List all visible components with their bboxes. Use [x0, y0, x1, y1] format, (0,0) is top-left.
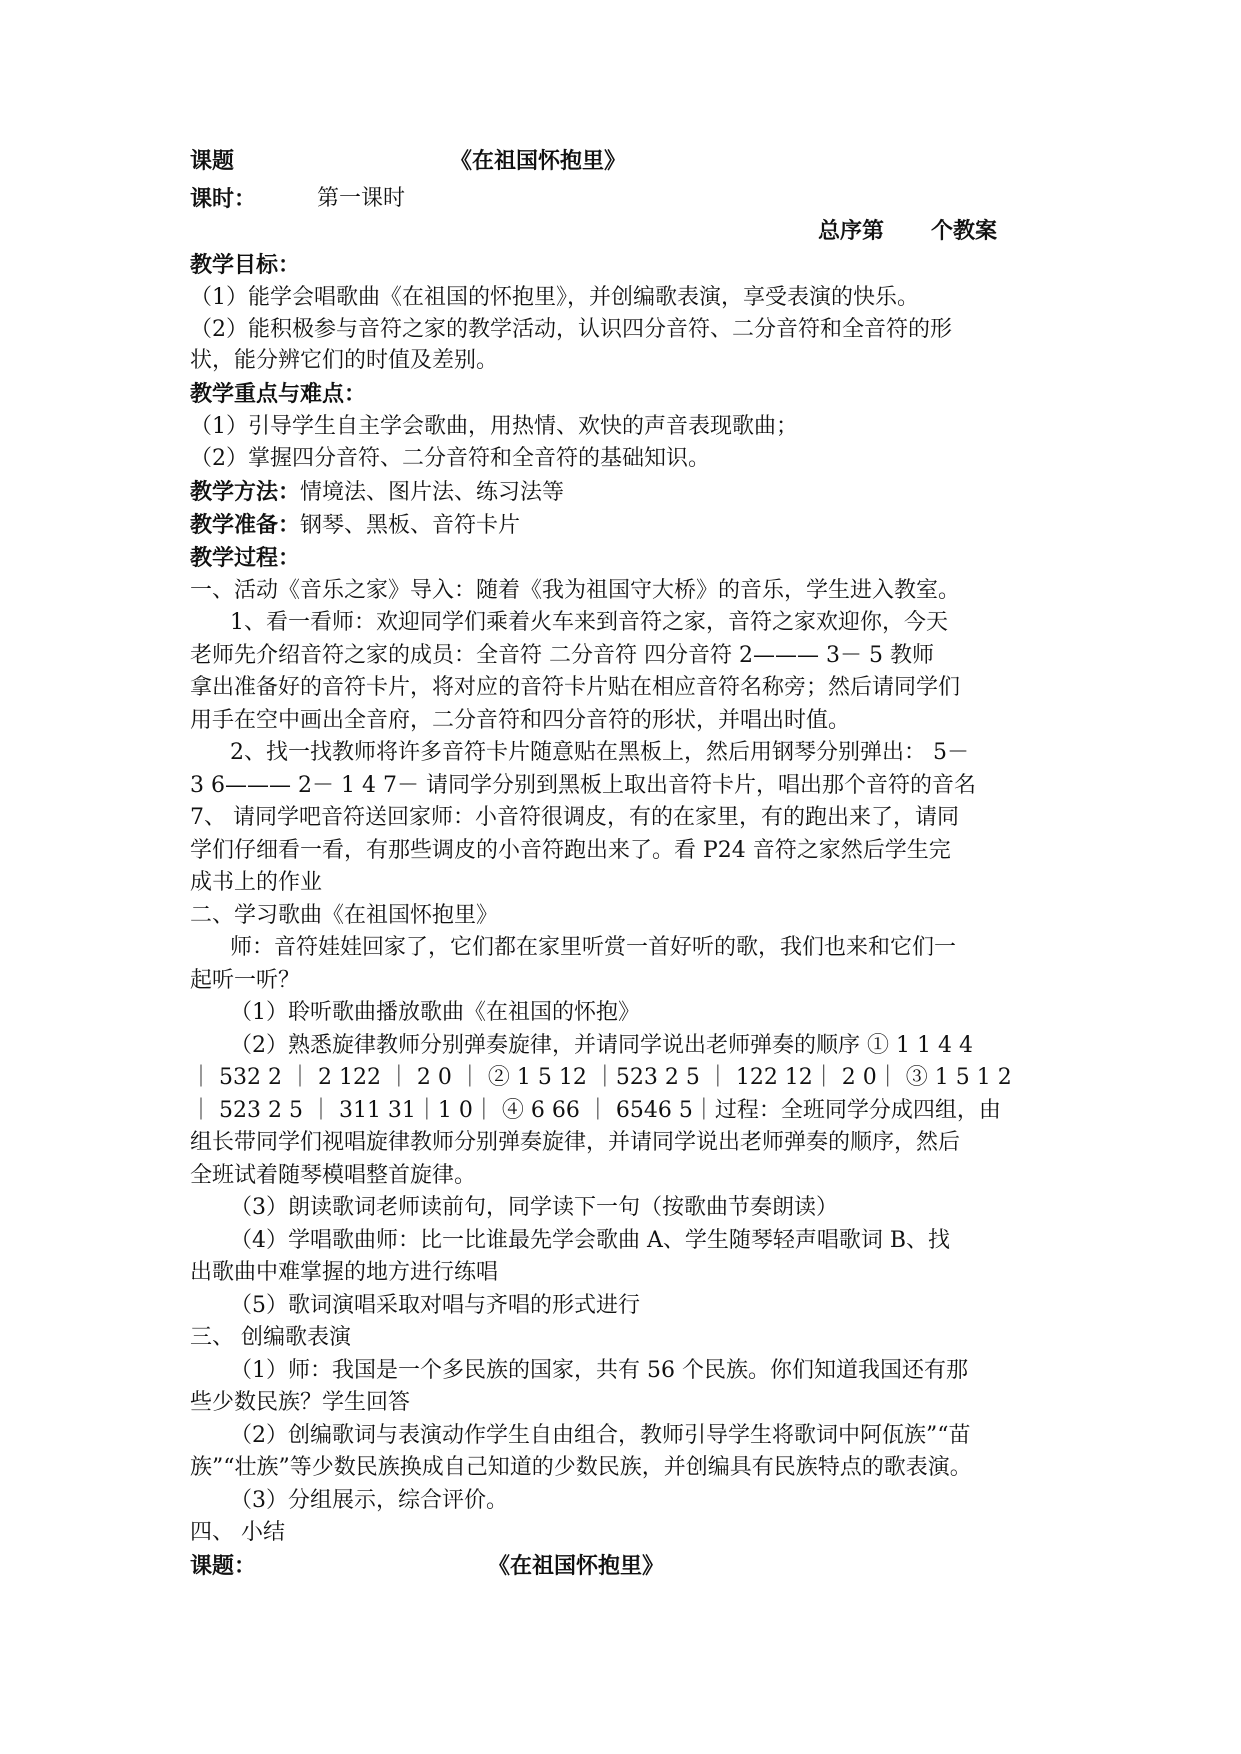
process-line: 3 6——— 2－ 1 4 7－ 请同学分别到黑板上取出音符卡片，唱出那个音符的音名: [190, 773, 976, 798]
process-line: （2）创编歌词与表演动作学生自由组合，教师引导学生将歌词中阿佤族”“苗: [230, 1423, 971, 1448]
process-heading: 教学过程：: [190, 545, 301, 571]
process-line: 起听一听？: [190, 968, 301, 993]
process-line: 族”“壮族”等少数民族换成自己知道的少数民族，并创编具有民族特点的歌表演。: [190, 1455, 972, 1480]
topic-label: 课题: [190, 148, 235, 174]
key-points-heading: 教学重点与难点：: [190, 381, 367, 407]
topic-row: [190, 146, 1070, 176]
process-line: （1）聆听歌曲播放歌曲《在祖国的怀抱》: [230, 1000, 640, 1025]
process-line: 三、 创编歌表演: [190, 1325, 351, 1350]
preparation-value: 钢琴、黑板、音符卡片: [300, 513, 521, 538]
process-line: （5）歌词演唱采取对唱与齐唱的形式进行: [230, 1293, 640, 1318]
methods-heading: 教学方法：: [190, 479, 301, 505]
process-line: 四、 小结: [190, 1520, 285, 1545]
process-line: 拿出准备好的音符卡片，将对应的音符卡片贴在相应音符名称旁；然后请同学们: [190, 675, 961, 700]
process-line: 出歌曲中难掌握的地方进行练唱: [190, 1260, 499, 1285]
period-row: [190, 184, 1070, 215]
footer-topic-title: 《在祖国怀抱里》: [488, 1553, 665, 1579]
process-line: 全班试着随琴模唱整首旋律。: [190, 1163, 477, 1188]
objective-line: 状，能分辨它们的时值及差别。: [190, 348, 499, 373]
process-line: ｜ 532 2 ｜ 2 122 ｜ 2 0 ｜ ② 1 5 12 ｜523 2 5 ｜ 122 12｜ 2 0｜ ③ 1 5 1 2: [190, 1065, 1012, 1090]
period-value: 第一课时: [317, 186, 406, 211]
objective-line: （2）能积极参与音符之家的教学活动，认识四分音符、二分音符和全音符的形: [190, 317, 952, 342]
objective-line: （1）能学会唱歌曲《在祖国的怀抱里》，并创编歌表演，享受表演的快乐。: [190, 285, 919, 310]
period-label: 课时：: [190, 186, 257, 212]
process-line: （4）学唱歌曲师：比一比谁最先学会歌曲 A、学生随琴轻声唱歌词 B、找: [230, 1228, 951, 1253]
process-line: （3）朗读歌词老师读前句，同学读下一句（按歌曲节奏朗读）: [230, 1195, 838, 1220]
process-line: 2、找一找教师将许多音符卡片随意贴在黑板上，然后用钢琴分别弹出： 5－: [230, 740, 969, 765]
process-line: （3）分组展示，综合评价。: [230, 1488, 508, 1513]
process-line: ｜ 523 2 5 ｜ 311 31｜1 0｜ ④ 6 66 ｜ 6546 5｜过程：全班同学分成四组，由: [190, 1098, 1001, 1123]
key-point-line: （2）掌握四分音符、二分音符和全音符的基础知识。: [190, 446, 710, 471]
preparation-heading: 教学准备：: [190, 512, 301, 538]
key-point-line: （1）引导学生自主学会歌曲，用热情、欢快的声音表现歌曲；: [190, 414, 798, 439]
objectives-heading: 教学目标：: [190, 252, 301, 278]
process-line: 师：音符娃娃回家了，它们都在家里听赏一首好听的歌，我们也来和它们一: [230, 935, 957, 960]
footer-topic-label: 课题：: [190, 1553, 257, 1579]
preparation-row: [190, 510, 1070, 541]
process-line: 1、看一看师：欢迎同学们乘着火车来到音符之家，音符之家欢迎你，今天: [230, 610, 948, 635]
methods-value: 情境法、图片法、练习法等: [300, 480, 565, 505]
process-line: 7、 请同学吧音符送回家师：小音符很调皮，有的在家里，有的跑出来了，请同: [190, 805, 959, 830]
process-line: 老师先介绍音符之家的成员：全音符 二分音符 四分音符 2——— 3－ 5 教师: [190, 643, 934, 668]
methods-row: [190, 477, 1070, 508]
process-line: 一、活动《音乐之家》导入：随着《我为祖国守大桥》的音乐，学生进入教室。: [190, 578, 961, 603]
serial-suffix: 个教案: [931, 218, 998, 244]
process-line: 成书上的作业: [190, 870, 323, 895]
process-line: 组长带同学们视唱旋律教师分别弹奏旋律，并请同学说出老师弹奏的顺序，然后: [190, 1130, 961, 1155]
process-line: （1）师：我国是一个多民族的国家，共有 56 个民族。你们知道我国还有那: [230, 1358, 968, 1383]
footer-topic-row: [190, 1551, 1070, 1581]
process-line: 用手在空中画出全音府，二分音符和四分音符的形状，并唱出时值。: [190, 708, 851, 733]
topic-title: 《在祖国怀抱里》: [450, 148, 627, 174]
process-line: 些少数民族？学生回答: [190, 1390, 411, 1415]
serial-label: 总序第: [818, 218, 885, 244]
process-line: （2）熟悉旋律教师分别弹奏旋律，并请同学说出老师弹奏的顺序 ① 1 1 4 4: [230, 1033, 973, 1058]
process-line: 学们仔细看一看，有那些调皮的小音符跑出来了。看 P24 音符之家然后学生完: [190, 838, 951, 863]
process-line: 二、学习歌曲《在祖国怀抱里》: [190, 903, 499, 928]
